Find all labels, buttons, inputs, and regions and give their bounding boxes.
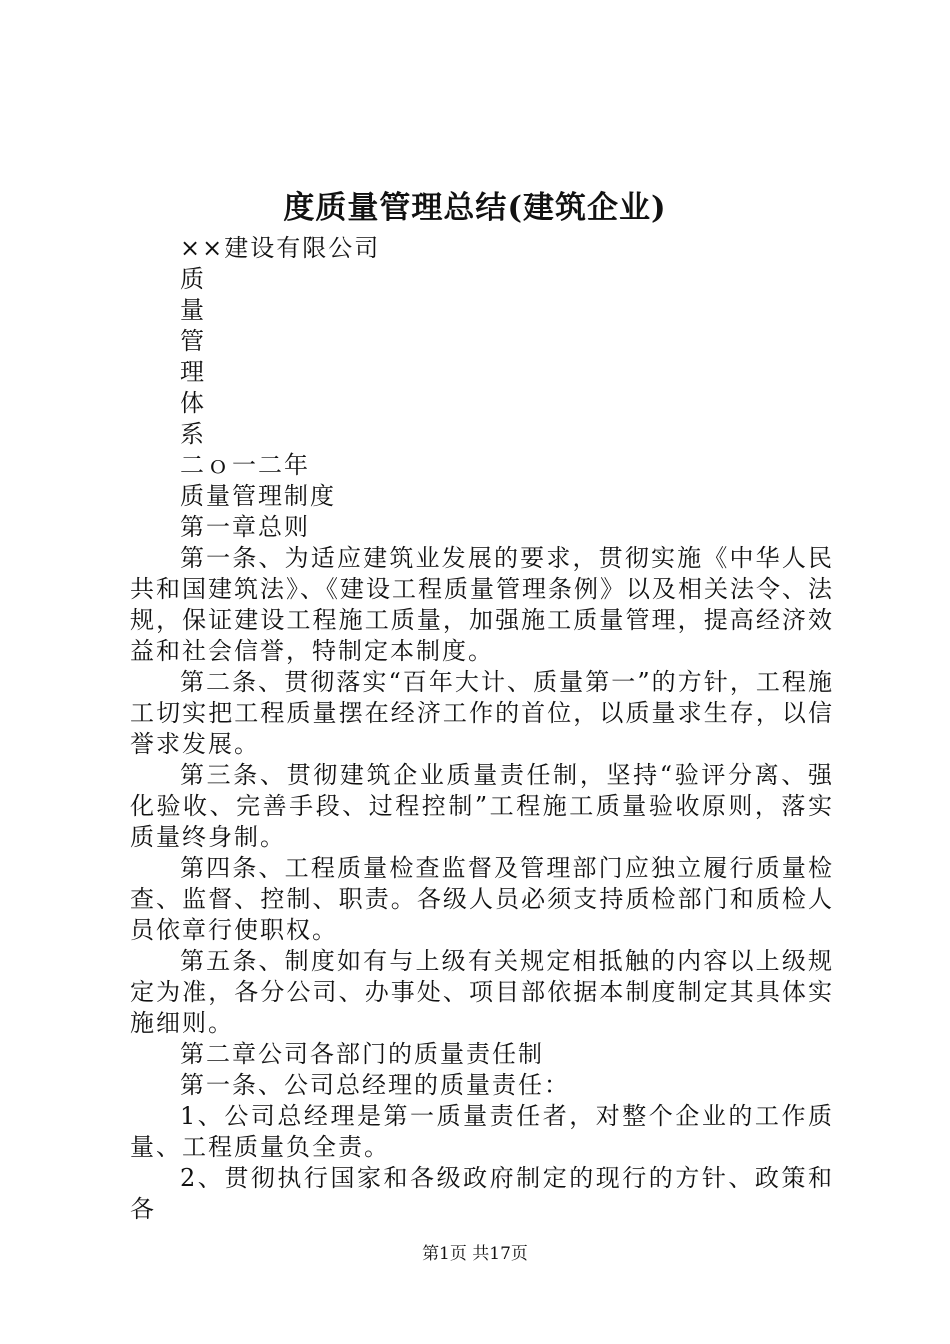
article-heading: 第一条、公司总经理的质量责任： [180,1071,570,1099]
article-paragraph: 第一条、为适应建筑业发展的要求，贯彻实施《中华人民共和国建筑法》、《建设工程质量管理条例》以及相关法令、法规，保证建设工程施工质量，加强施工质量管理，提高经济效益和社会信誉，特制定本制度。 [130,544,834,665]
vertical-title-char: 理 [180,358,206,386]
page-footer: 第1页 共17页 [422,1244,528,1264]
chapter-heading: 第二章公司各部门的质量责任制 [180,1040,544,1068]
article-paragraph: 第三条、贯彻建筑企业质量责任制，坚持“验评分离、强化验收、完善手段、过程控制”工程施工质量验收原则，落实质量终身制。 [130,761,834,851]
list-item: 1、公司总经理是第一质量责任者，对整个企业的工作质量、工程质量负全责。 [130,1102,834,1161]
company-name: ××建设有限公司 [180,234,381,262]
document-title: 度质量管理总结(建筑企业) [283,190,667,226]
document-year: 二ｏ一二年 [180,451,310,479]
vertical-title-char: 质 [180,265,206,293]
vertical-title-char: 量 [180,296,206,324]
vertical-title-char: 管 [180,327,206,355]
article-paragraph: 第四条、工程质量检查监督及管理部门应独立履行质量检查、监督、控制、职责。各级人员必须支持质检部门和质检人员依章行使职权。 [130,854,834,944]
article-paragraph: 第五条、制度如有与上级有关规定相抵触的内容以上级规定为准，各分公司、办事处、项目部依据本制度制定其具体实施细则。 [130,947,834,1037]
vertical-title-char: 系 [180,420,206,448]
vertical-title-char: 体 [180,389,206,417]
document-body [130,233,834,1225]
section-heading: 质量管理制度 [180,482,336,510]
article-paragraph: 第二条、贯彻落实“百年大计、质量第一”的方针，工程施工切实把工程质量摆在经济工作的首位，以质量求生存，以信誉求发展。 [130,668,834,758]
chapter-heading: 第一章总则 [180,513,310,541]
list-item: 2、贯彻执行国家和各级政府制定的现行的方针、政策和各 [130,1164,834,1223]
